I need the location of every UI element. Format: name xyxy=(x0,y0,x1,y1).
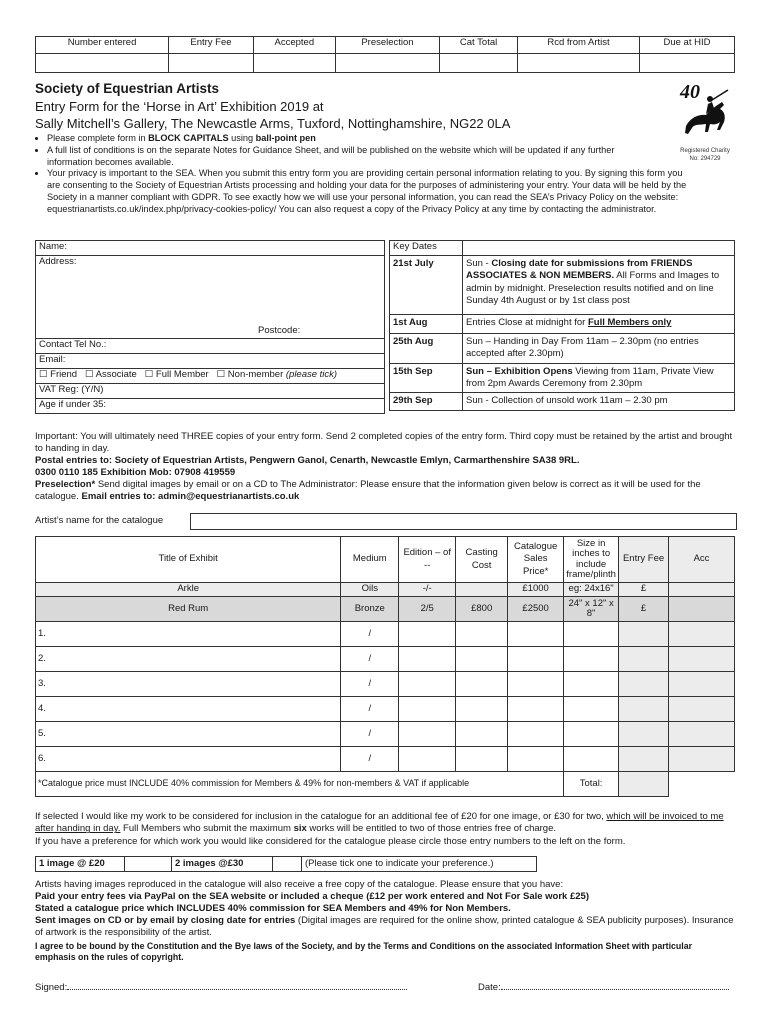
email-field[interactable]: Email: xyxy=(36,354,385,369)
key-date-1: 21st July xyxy=(390,256,463,315)
friend-checkbox[interactable]: ☐ Friend xyxy=(39,369,78,380)
col-acc: Acc xyxy=(669,537,735,583)
example-row: Red Rum Bronze 2/5 £800 £2500 24" x 12" x 8" £ xyxy=(36,597,735,622)
two-images-tick[interactable] xyxy=(273,857,302,872)
key-date-4-desc: Sun – Exhibition Opens Viewing from 11am, Private View from 2pm Awards Ceremony from 2.30pm xyxy=(463,363,735,393)
age-field[interactable]: Age if under 35: xyxy=(36,399,385,414)
total-label: Total: xyxy=(564,772,619,797)
catalogue-fee-text: If selected I would like my work to be considered for inclusion in the catalogue for an additional fee of £20 for one image, or £30 for two, which will be invoiced to me after handing in day. Full Members who submit the maximum six works will be entitled to two of those entries free of charge. xyxy=(35,811,724,835)
col-title: Title of Exhibit xyxy=(36,537,341,583)
artist-name-input[interactable] xyxy=(190,513,737,530)
key-date-1-desc: Sun - Closing date for submissions from FRIENDS ASSOCIATES & NON MEMBERS. All Forms and Images to admin by midnight. Preselection results notified and on line Sunday 4th August or by 1st class post xyxy=(463,256,735,315)
key-date-2: 1st Aug xyxy=(390,315,463,334)
office-cell[interactable] xyxy=(639,54,734,73)
key-date-5: 29th Sep xyxy=(390,393,463,411)
col-medium: Medium xyxy=(341,537,399,583)
col-edition: Edition – of -- xyxy=(399,537,456,583)
office-header-entry-fee: Entry Fee xyxy=(169,37,254,54)
postcode-label: Postcode: xyxy=(258,324,301,336)
phone-numbers: 0300 0110 185 Exhibition Mob: 07908 419559 xyxy=(35,467,236,479)
address-label: Address: xyxy=(39,256,77,267)
col-casting: Casting Cost xyxy=(456,537,508,583)
key-dates-table xyxy=(389,240,735,411)
agreement-text: I agree to be bound by the Constitution and the Bye laws of the Society, and by the Terms and Conditions on the associated Information Sheet with particular emphasis on the rules of copyright. xyxy=(35,940,693,962)
two-images-option[interactable]: 2 images @£30 xyxy=(172,857,273,872)
checklist-fees: Paid your entry fees via PayPal on the SEA website or included a cheque (£12 per work entered and Not For Sale work £25) xyxy=(35,890,589,902)
exhibit-table xyxy=(35,536,735,797)
checklist-images: Sent images on CD or by email by closing date for entries (Digital images are required for the online show, printed catalogue & SEA publicity purposes). Insurance of artwork is the responsibility of the artist. xyxy=(35,914,734,938)
col-entry-fee: Entry Fee xyxy=(619,537,669,583)
address-field[interactable] xyxy=(36,256,385,339)
checklist-price: Stated a catalogue price which INCLUDES 40% commission for SEA Members and 49% for Non Members. xyxy=(35,902,511,914)
office-use-table xyxy=(35,36,735,73)
catalogue-preference-text: If you have a preference for which work you would like considered for the catalogue please circle those entry numbers to the left on the form. xyxy=(35,835,626,847)
office-header-number-entered: Number entered xyxy=(36,37,169,54)
instructions xyxy=(35,133,695,215)
example-row: Arkle Oils -/- £1000 eg: 24x16" £ xyxy=(36,583,735,597)
postal-address: Postal entries to: Society of Equestrian Artists, Pengwern Ganol, Cenarth, Newcastle Emlyn, Carmarthenshire SA38 9RL. xyxy=(35,455,580,467)
office-cell[interactable] xyxy=(253,54,335,73)
logo-number: 40 xyxy=(680,81,700,103)
important-block xyxy=(35,431,735,503)
total-fee-cell[interactable] xyxy=(619,772,669,797)
entry-row[interactable]: 6. / xyxy=(36,747,735,772)
key-dates-header: Key Dates xyxy=(390,241,463,256)
catalogue-note xyxy=(35,811,735,848)
col-size: Size in inches to include frame/plinth xyxy=(564,537,619,583)
preselection-note: Preselection* Send digital images by email or on a CD to The Administrator: Please ensure that the information given below is correct as it will be used for the catalogue. Email entries to: admin@equestrianartists.co.uk xyxy=(35,479,701,503)
office-header-cat-total: Cat Total xyxy=(440,37,518,54)
key-date-4: 15th Sep xyxy=(390,363,463,393)
col-catalogue-price: Catalogue Sales Price* xyxy=(508,537,564,583)
entry-row[interactable]: 5. / xyxy=(36,722,735,747)
office-cell[interactable] xyxy=(169,54,254,73)
header-block xyxy=(35,80,655,133)
artist-name-label: Artist’s name for the catalogue xyxy=(35,515,164,526)
key-date-3-desc: Sun – Handing in Day From 11am – 2.30pm (no entries accepted after 2.30pm) xyxy=(463,334,735,364)
office-cell[interactable] xyxy=(440,54,518,73)
office-header-due-at-hid: Due at HID xyxy=(639,37,734,54)
page-subtitle-line1: Entry Form for the ‘Horse in Art’ Exhibition 2019 at xyxy=(35,98,324,114)
entry-row[interactable]: 1. / xyxy=(36,622,735,647)
date-field[interactable]: Date: xyxy=(478,982,729,994)
page-subtitle-line2: Sally Mitchell’s Gallery, The Newcastle Arms, Tuxford, Nottinghamshire, NG22 0LA xyxy=(35,116,511,132)
office-cell[interactable] xyxy=(518,54,640,73)
catalogue-copy-note: Artists having images reproduced in the catalogue will also receive a free copy of the catalogue. Please ensure that you have: xyxy=(35,879,564,890)
key-date-5-desc: Sun - Collection of unsold work 11am – 2.30 pm xyxy=(463,393,735,411)
entry-row[interactable]: 2. / xyxy=(36,647,735,672)
contact-table xyxy=(35,240,385,414)
page-title: Society of Equestrian Artists xyxy=(35,81,220,96)
key-date-2-desc: Entries Close at midnight for Full Members only xyxy=(463,315,735,334)
office-cell[interactable] xyxy=(36,54,169,73)
signature-field[interactable]: Signed: xyxy=(35,982,407,994)
please-tick-note: (please tick) xyxy=(285,369,338,380)
instruction-privacy: • Your privacy is important to the SEA. When you submit this entry form you are providing certain personal information relating to you. By signing this form you are consenting to the Society of Equestrian Artists processing and holding your data for the purposes of administering your entry. Your data will be held by the Society in a manner compliant with GDPR. To see exactly how we will use your personal information, you can read the SEA’s Privacy Policy on the website: equestrianartists.co.uk/index.php/privacy-cookies-policy/ You can also request a copy of the Privacy Policy at any time by contacting the administrator. xyxy=(47,168,695,215)
one-image-option[interactable]: 1 image @ £20 xyxy=(36,857,125,872)
instruction-block-capitals: • Please complete form in BLOCK CAPITALS using ball-point pen xyxy=(47,133,647,145)
charity-number: No: 294729 xyxy=(689,155,721,162)
image-choice-note: (Please tick one to indicate your preference.) xyxy=(302,857,537,872)
tel-field[interactable]: Contact Tel No.: xyxy=(36,339,385,354)
office-cell[interactable] xyxy=(335,54,439,73)
associate-checkbox[interactable]: ☐ Associate xyxy=(85,369,137,380)
image-choice-table xyxy=(35,856,537,872)
office-header-rcd-from-artist: Rcd from Artist xyxy=(518,37,640,54)
entry-row[interactable]: 3. / xyxy=(36,672,735,697)
one-image-tick[interactable] xyxy=(125,857,172,872)
membership-options xyxy=(36,369,385,384)
office-header-preselection: Preselection xyxy=(335,37,439,54)
office-header-accepted: Accepted xyxy=(253,37,335,54)
key-date-3: 25th Aug xyxy=(390,334,463,364)
catalogue-price-note: *Catalogue price must INCLUDE 40% commission for Members & 49% for non-members & VAT if applicable xyxy=(36,772,564,797)
full-member-checkbox[interactable]: ☐ Full Member xyxy=(144,369,209,380)
non-member-checkbox[interactable]: ☐ Non-member xyxy=(216,369,284,380)
charity-label: Registered Charity xyxy=(680,148,730,155)
instruction-conditions: • A full list of conditions is on the separate Notes for Guidance Sheet, and will be published on the website which will be updated if any further information becomes available. xyxy=(47,145,647,169)
important-note: Important: You will ultimately need THREE copies of your entry form. Send 2 completed copies of the entry form. Third copy must be retained by the artist and brought to handing in day. xyxy=(35,431,733,455)
vat-field[interactable]: VAT Reg: (Y/N) xyxy=(36,384,385,399)
closing-block xyxy=(35,879,735,963)
entry-row[interactable]: 4. / xyxy=(36,697,735,722)
name-field[interactable]: Name: xyxy=(36,241,385,256)
